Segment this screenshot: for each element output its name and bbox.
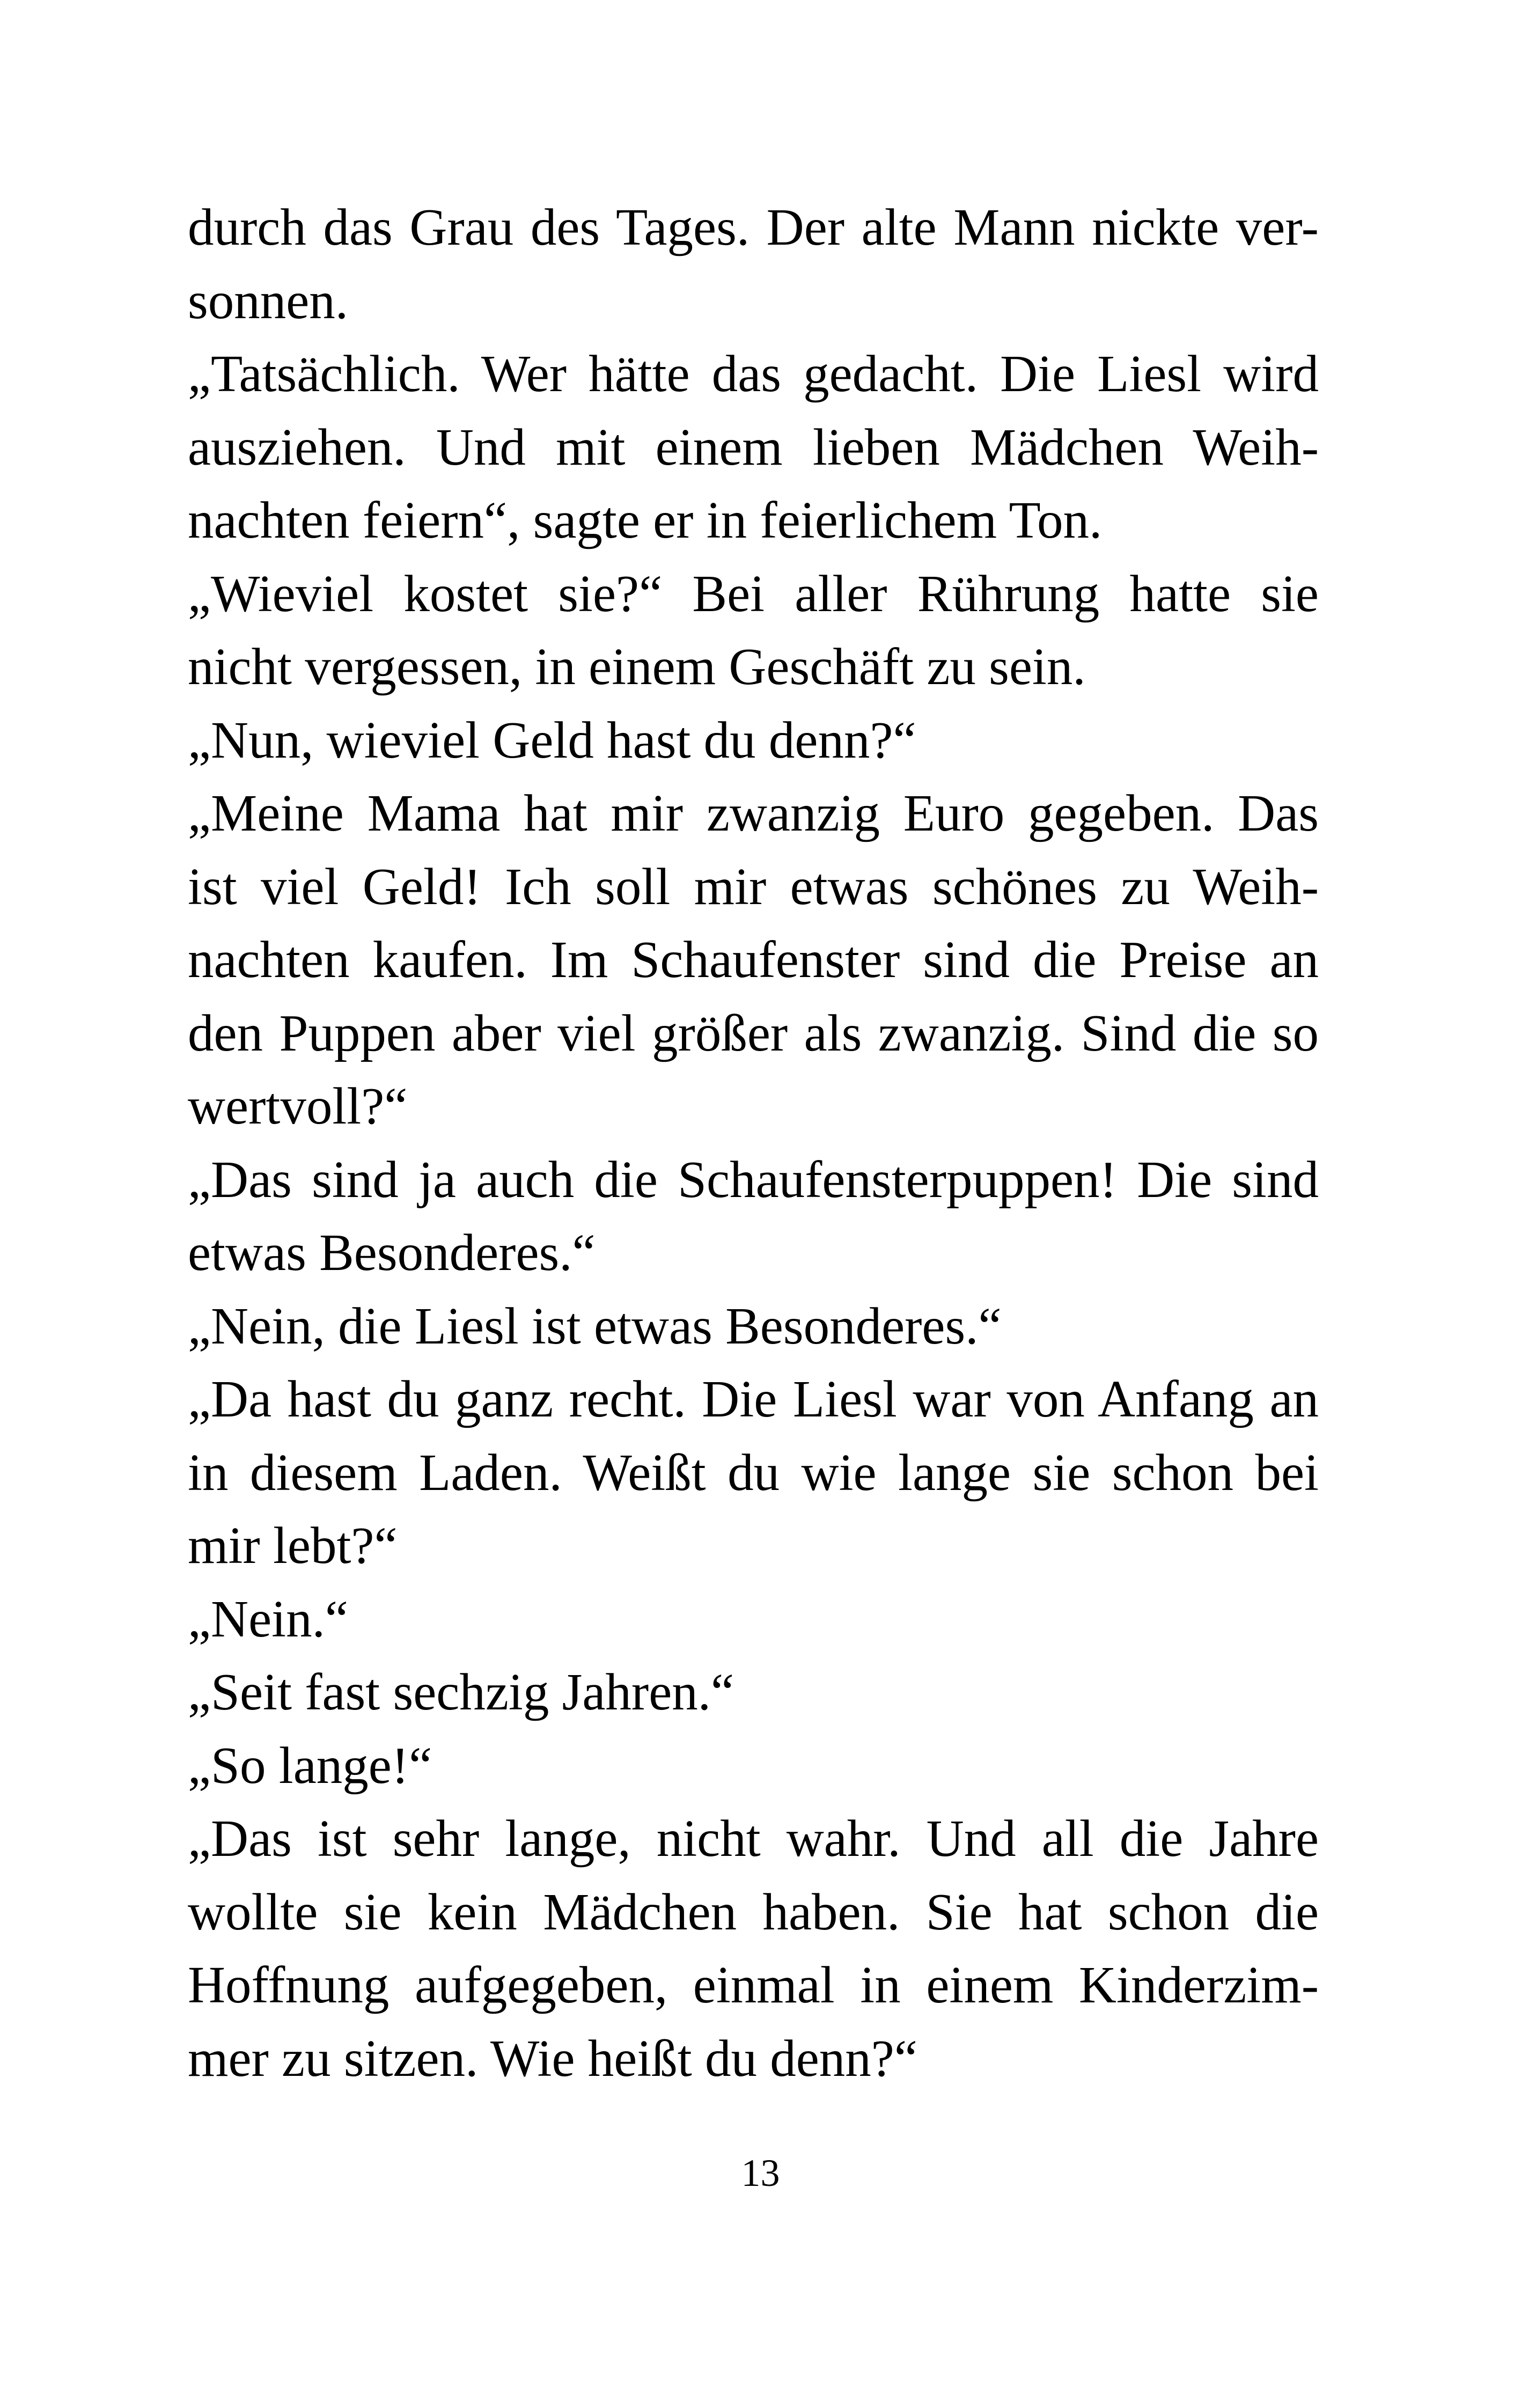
text-line: mer zu sitzen. Wie heißt du denn?“ [188,2029,917,2087]
text-line: „Da hast du ganz recht. Die Liesl war von Anfang an [188,1370,1319,1428]
text-line: nachten feiern“, sagte er in feierlichem Ton. [188,491,1103,549]
text-line: ausziehen. Und mit einem lieben Mädchen Weih- [188,418,1319,476]
text-line: „So lange!“ [188,1736,432,1794]
text-line: nicht vergessen, in einem Geschäft zu sein. [188,638,1086,695]
text-line: „Nein, die Liesl ist etwas Besonderes.“ [188,1297,1002,1355]
text-line: etwas Besonderes.“ [188,1224,596,1281]
text-line: Hoffnung aufgegeben, einmal in einem Kinderzim- [188,1956,1319,2014]
body-text [188,191,1319,2095]
text-line: mir lebt?“ [188,1517,398,1574]
text-line: „Das sind ja auch die Schaufensterpuppen! Die sind [188,1150,1319,1208]
text-line: den Puppen aber viel größer als zwanzig. Sind die so [188,1004,1319,1062]
text-line: in diesem Laden. Weißt du wie lange sie schon bei [188,1443,1319,1501]
text-line: „Meine Mama hat mir zwanzig Euro gegeben. Das [188,784,1319,842]
text-line: sonnen. [188,271,349,329]
text-line: „Nun, wieviel Geld hast du denn?“ [188,711,916,769]
text-line: „Nein.“ [188,1590,348,1648]
text-line: nachten kaufen. Im Schaufenster sind die Preise an [188,931,1319,988]
text-line: wertvoll?“ [188,1077,408,1135]
text-line: „Wieviel kostet sie?“ Bei aller Rührung hatte sie [188,564,1319,622]
text-line: ist viel Geld! Ich soll mir etwas schönes zu Weih- [188,857,1319,915]
text-line: „Seit fast sechzig Jahren.“ [188,1663,734,1721]
text-line: „Das ist sehr lange, nicht wahr. Und all die Jahre [188,1810,1319,1867]
text-line: durch das Grau des Tages. Der alte Mann nickte ver- [188,199,1319,256]
text-line: wollte sie kein Mädchen haben. Sie hat schon die [188,1883,1319,1941]
text-line: „Tatsächlich. Wer hätte das gedacht. Die Liesl wird [188,345,1319,402]
page-number: 13 [741,2152,780,2194]
